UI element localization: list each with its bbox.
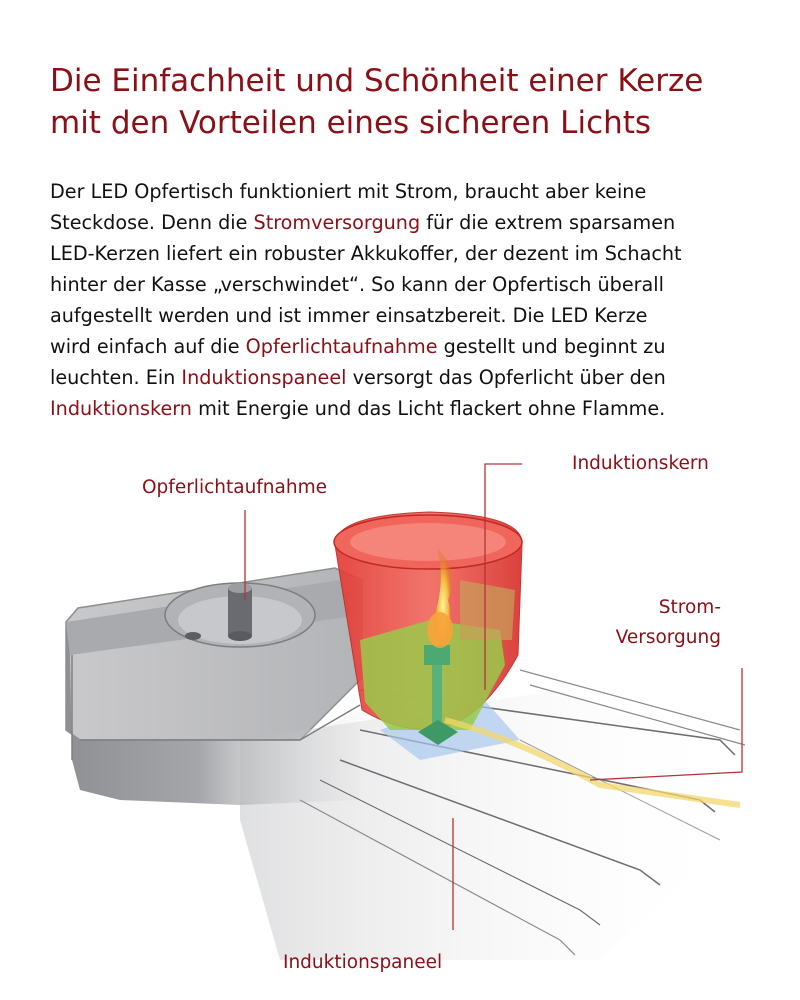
paragraph-text: für die extrem sparsamen — [420, 211, 676, 234]
label-strom: Strom- — [658, 597, 721, 618]
paragraph-text: mit Energie und das Licht flackert ohne Flamme. — [191, 397, 666, 420]
term-induktionskern: Induktionskern — [50, 397, 192, 420]
paragraph-text: leuchten. Ein — [50, 366, 182, 389]
title-line-2: mit den Vorteilen eines sicheren Lichts — [50, 105, 652, 141]
paragraph-text: gestellt und beginnt zu — [437, 335, 666, 358]
paragraph-line-7 — [50, 362, 780, 393]
term-induktionspaneel: Induktionspaneel — [181, 366, 347, 389]
candle-table-diagram — [0, 440, 800, 1000]
label-induktionspaneel: Induktionspaneel — [283, 952, 443, 973]
label-induktionskern: Induktionskern — [572, 453, 709, 474]
label-opferlichtaufnahme: Opferlichtaufnahme — [142, 477, 327, 498]
paragraph-line-3: LED-Kerzen liefert ein robuster Akkukoffer, der dezent im Schacht — [50, 242, 682, 265]
page-title — [50, 60, 770, 144]
label-versorgung: Versorgung — [615, 627, 721, 648]
paragraph-line-8 — [50, 393, 780, 424]
socket-plate — [165, 583, 315, 647]
term-stromversorgung: Stromversorgung — [253, 211, 421, 234]
paragraph-line-1: Der LED Opfertisch funktioniert mit Strom, braucht aber keine — [50, 180, 647, 203]
paragraph-line-5: aufgestellt werden und ist immer einsatzbereit. Die LED Kerze — [50, 304, 648, 327]
paragraph-line-4: hinter der Kasse „verschwindet“. So kann der Opfertisch überall — [50, 273, 664, 296]
paragraph-line-6 — [50, 331, 780, 362]
paragraph-text: versorgt das Opferlicht über den — [346, 366, 666, 389]
term-opferlichtaufnahme: Opferlichtaufnahme — [245, 335, 438, 358]
paragraph-line-2 — [50, 207, 780, 238]
paragraph-text: wird einfach auf die — [50, 335, 246, 358]
title-line-1: Die Einfachheit und Schönheit einer Kerze — [50, 63, 704, 99]
paragraph-text: Steckdose. Denn die — [50, 211, 254, 234]
description-paragraph — [50, 176, 780, 424]
